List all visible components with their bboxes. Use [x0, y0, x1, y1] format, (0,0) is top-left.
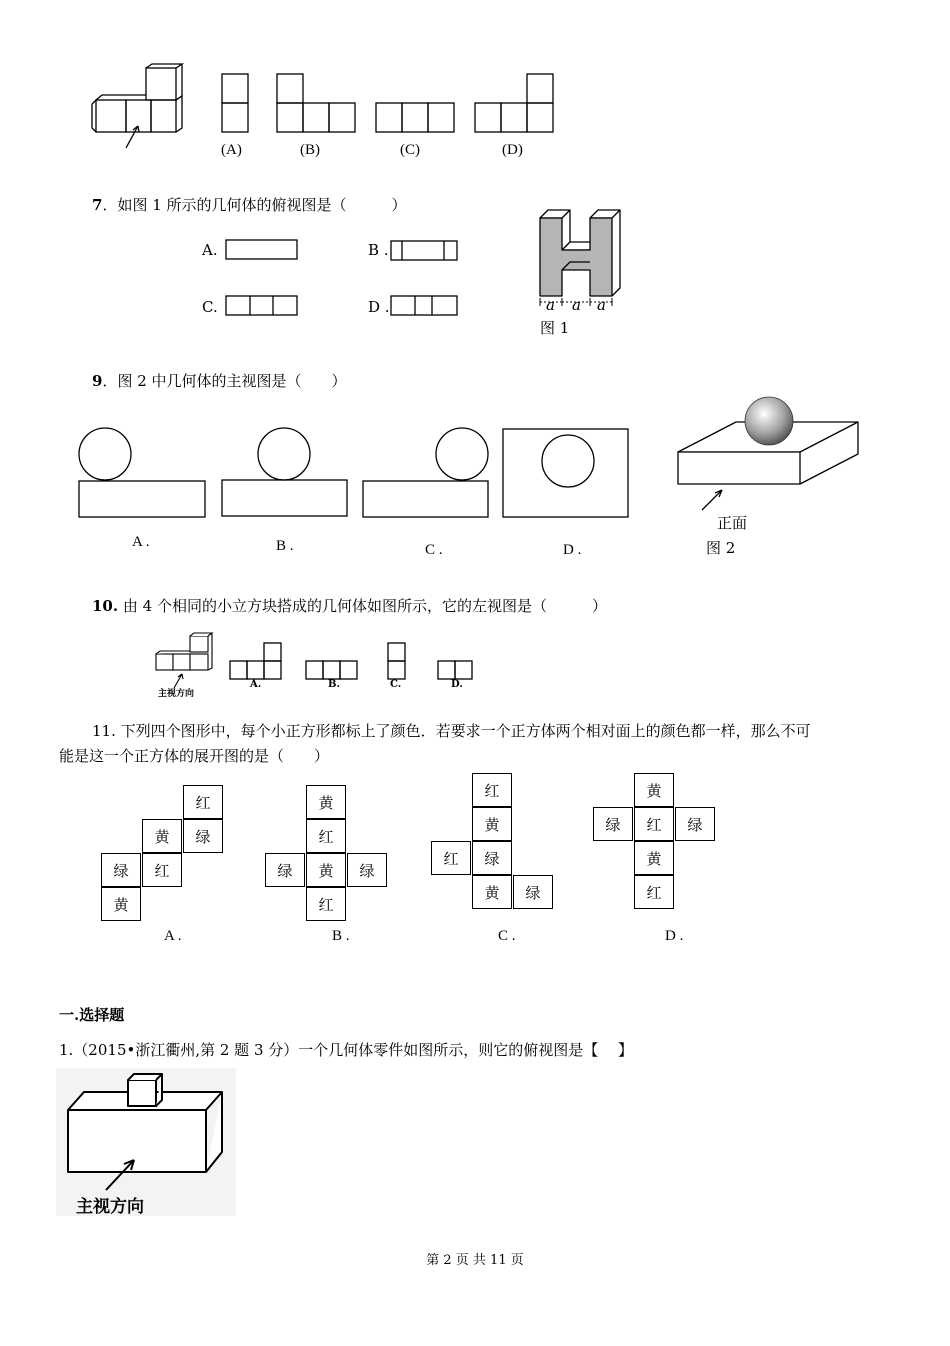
- q9-option-a-shape: [78, 428, 208, 520]
- q11-net-d-cell: 绿: [593, 807, 633, 841]
- q11-net-c-cell: 红: [431, 841, 471, 875]
- q10-option-c-shape: [387, 642, 409, 682]
- q11-net-c-cell: 黄: [472, 875, 512, 909]
- q10-text: 由 4 个相同的小立方块搭成的几何体如图所示，它的左视图是（ ）: [118, 597, 607, 615]
- q11-net-d-cell: 黄: [634, 773, 674, 807]
- section-q1-stem: 1.（2015•浙江衢州,第 2 题 3 分）一个几何体零件如图所示，则它的俯视图是【 】: [59, 1041, 634, 1059]
- q10-cube-figure: [154, 632, 214, 692]
- q7-fig-label-a1: a: [546, 296, 555, 314]
- top-option-a-shape: [221, 73, 251, 133]
- q7-option-d-label: D .: [368, 298, 390, 316]
- q11-stem-line2: 能是这一个正方体的展开图的是（ ）: [59, 747, 330, 765]
- q7-fig-label-a2: a: [572, 296, 581, 314]
- q9-front-label: 正面: [717, 514, 748, 532]
- q9-option-d-shape: [502, 428, 632, 520]
- q10-number: 10.: [92, 597, 119, 615]
- q9-number: 9: [92, 372, 103, 390]
- q11-net-b-cell: 绿: [265, 853, 305, 887]
- q11-net-c-cell: 绿: [472, 841, 512, 875]
- top-option-b-shape: [276, 73, 358, 133]
- q7-option-b-label: B .: [368, 241, 389, 259]
- q9-option-c-label: C .: [425, 542, 443, 558]
- q11-option-b-label: B .: [332, 928, 350, 944]
- q11-net-a-cell: 红: [142, 853, 182, 887]
- q11-net-d-cell: 红: [634, 807, 674, 841]
- q11-net-b-cell: 红: [306, 819, 346, 853]
- q9-fig-caption: 图 2: [706, 539, 736, 557]
- q7-option-c-shape: [225, 295, 299, 317]
- q11-option-a-label: A .: [164, 928, 182, 944]
- q7-text: ．如图 1 所示的几何体的俯视图是（ ）: [102, 196, 407, 214]
- q11-net-a-cell: 红: [183, 785, 223, 819]
- q9-box-ball-figure: [676, 394, 866, 514]
- q7-fig-label-a3: a: [597, 296, 606, 314]
- q11-net-c-cell: 黄: [472, 807, 512, 841]
- q11-net-b-cell: 黄: [306, 785, 346, 819]
- top-cube-figure: [88, 64, 183, 154]
- top-option-c-shape: [375, 102, 457, 134]
- q9-text: ．图 2 中几何体的主视图是（ ）: [102, 372, 347, 390]
- top-option-c-label: (C): [400, 142, 420, 158]
- q11-net-b-cell: 黄: [306, 853, 346, 887]
- q11-stem-line1: 11. 下列四个图形中，每个小正方形都标上了颜色．若要求一个正方体两个相对面上的颜色都一样，那么不可: [92, 722, 811, 740]
- q11-option-c-label: C .: [498, 928, 516, 944]
- top-option-a-label: (A): [221, 142, 242, 158]
- q11-net-b-cell: 红: [306, 887, 346, 921]
- q9-option-a-label: A .: [132, 534, 150, 550]
- q7-option-a-shape: [225, 239, 299, 261]
- section-q1-figure: [56, 1068, 236, 1216]
- top-option-b-label: (B): [300, 142, 320, 158]
- q11-option-d-label: D .: [665, 928, 684, 944]
- q7-option-c-label: C.: [202, 298, 218, 316]
- q7-stem: [92, 194, 407, 215]
- top-option-d-label: (D): [502, 142, 523, 158]
- q10-option-c-label: C.: [390, 679, 402, 690]
- q11-net-c-cell: 绿: [513, 875, 553, 909]
- q9-option-b-label: B .: [276, 538, 294, 554]
- q7-option-b-shape: [390, 240, 460, 262]
- top-option-d-shape: [474, 73, 556, 133]
- q9-stem: [92, 370, 347, 391]
- q9-option-c-shape: [362, 428, 492, 520]
- q11-net-a-cell: 黄: [101, 887, 141, 921]
- q11-net-d-cell: 黄: [634, 841, 674, 875]
- q10-stem: [92, 595, 607, 616]
- q10-option-a-label: A.: [250, 679, 262, 690]
- q11-net-c-cell: 红: [472, 773, 512, 807]
- q7-number: 7: [92, 196, 103, 214]
- section-q1-fig-label: 主视方向: [76, 1197, 144, 1217]
- q10-option-d-label: D.: [451, 679, 463, 690]
- q11-net-d-cell: 绿: [675, 807, 715, 841]
- q11-net-a-cell: 黄: [142, 819, 182, 853]
- q11-net-d-cell: 红: [634, 875, 674, 909]
- q7-option-a-label: A.: [202, 241, 218, 259]
- q11-net-a-cell: 绿: [101, 853, 141, 887]
- q10-option-a-shape: [229, 642, 285, 682]
- q10-option-b-label: B.: [328, 679, 340, 690]
- q11-net-b-cell: 绿: [347, 853, 387, 887]
- q7-fig-caption: 图 1: [540, 319, 570, 337]
- q9-option-d-label: D .: [563, 542, 582, 558]
- q10-dir-label: 主视方向: [158, 689, 195, 699]
- section-heading: 一.选择题: [59, 1006, 125, 1024]
- q9-option-b-shape: [221, 428, 351, 520]
- q7-option-d-shape: [390, 295, 460, 317]
- page-footer: 第 2 页 共 11 页: [426, 1253, 524, 1268]
- q11-net-a-cell: 绿: [183, 819, 223, 853]
